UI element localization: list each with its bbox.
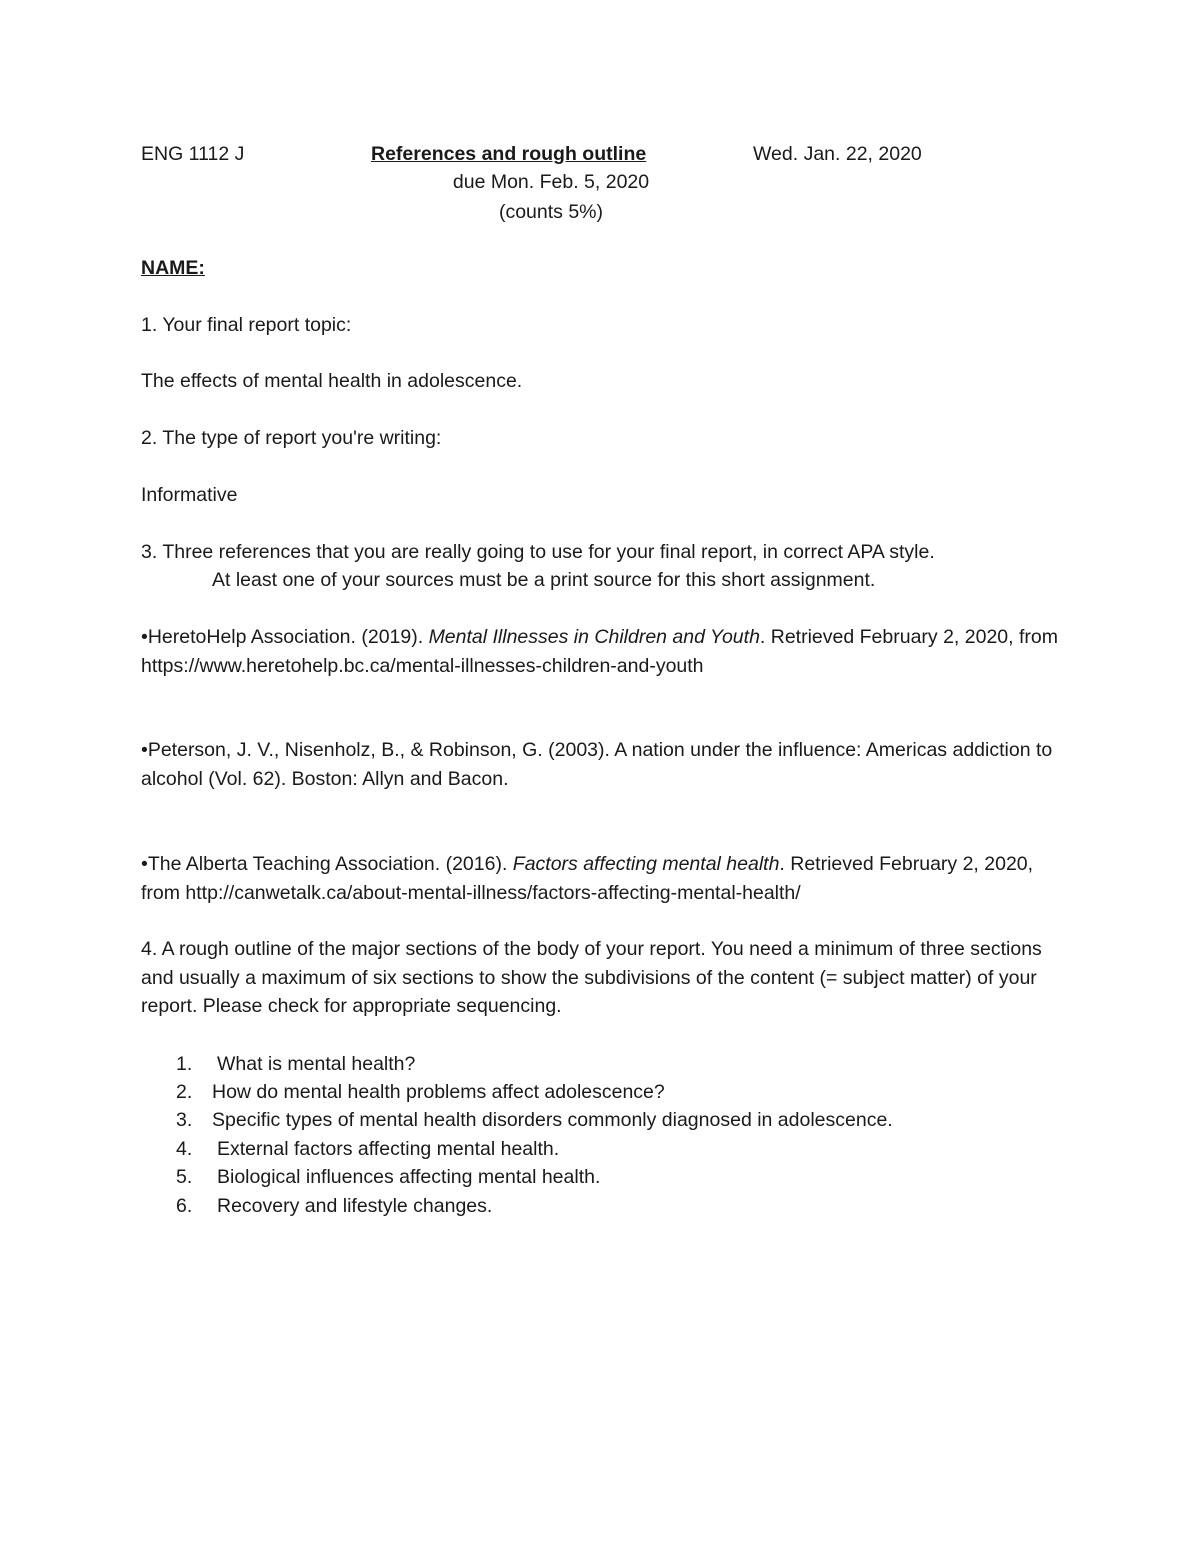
question-1-answer: The effects of mental health in adolescence. — [141, 370, 523, 392]
course-code: ENG 1112 J — [141, 143, 245, 165]
reference-text: •HeretoHelp Association. (2019). — [141, 626, 429, 648]
outline-item: Biological influences affecting mental health. — [217, 1166, 601, 1188]
reference-item — [141, 850, 1071, 907]
reference-text: •The Alberta Teaching Association. (2016). — [141, 853, 513, 875]
reference-text: . Retrieved February 2, 2020, from http://canwetalk.ca/about-mental-illness/factors-affecting-mental-health/ — [141, 853, 1034, 904]
outline-number: 3. — [176, 1109, 193, 1131]
due-date: due Mon. Feb. 5, 2020 — [452, 171, 650, 193]
reference-item — [141, 623, 1071, 680]
outline-number: 1. — [176, 1053, 193, 1075]
outline-item: Recovery and lifestyle changes. — [217, 1195, 493, 1217]
outline-item: Specific types of mental health disorders commonly diagnosed in adolescence. — [212, 1109, 893, 1131]
assignment-date: Wed. Jan. 22, 2020 — [753, 143, 922, 165]
question-3-prompt: 3. Three references that you are really going to use for your final report, in correct APA style. — [141, 541, 935, 563]
document-title: References and rough outline — [371, 143, 647, 165]
grade-weight: (counts 5%) — [498, 201, 604, 223]
question-2-answer: Informative — [141, 484, 238, 506]
question-2-prompt: 2. The type of report you're writing: — [141, 427, 442, 449]
reference-text: . Retrieved February 2, 2020, from https://www.heretohelp.bc.ca/mental-illnesses-children-and-youth — [141, 626, 1058, 677]
outline-number: 4. — [176, 1138, 193, 1160]
question-4-prompt: 4. A rough outline of the major sections of the body of your report. You need a minimum of three sections and usually a maximum of six sections to show the subdivisions of the content (= subject matter) of your report. Please check for appropriate sequencing. — [141, 938, 1042, 1017]
outline-number: 6. — [176, 1195, 193, 1217]
question-3-note: At least one of your sources must be a print source for this short assignment. — [212, 569, 876, 591]
reference-item — [141, 736, 1071, 793]
outline-item: External factors affecting mental health. — [217, 1138, 560, 1160]
outline-item: How do mental health problems affect adolescence? — [212, 1081, 665, 1103]
name-label: NAME: — [141, 257, 205, 279]
reference-title: Factors affecting mental health — [512, 853, 780, 875]
reference-title: Mental Illnesses in Children and Youth — [428, 626, 760, 648]
outline-number: 2. — [176, 1081, 193, 1103]
question-1-prompt: 1. Your final report topic: — [141, 314, 352, 336]
outline-number: 5. — [176, 1166, 193, 1188]
reference-text: •Peterson, J. V., Nisenholz, B., & Robinson, G. (2003). A nation under the influence: Americas addiction to alcohol (Vol. 62). Boston: Allyn and Bacon. — [141, 739, 1053, 790]
outline-item: What is mental health? — [217, 1053, 416, 1075]
